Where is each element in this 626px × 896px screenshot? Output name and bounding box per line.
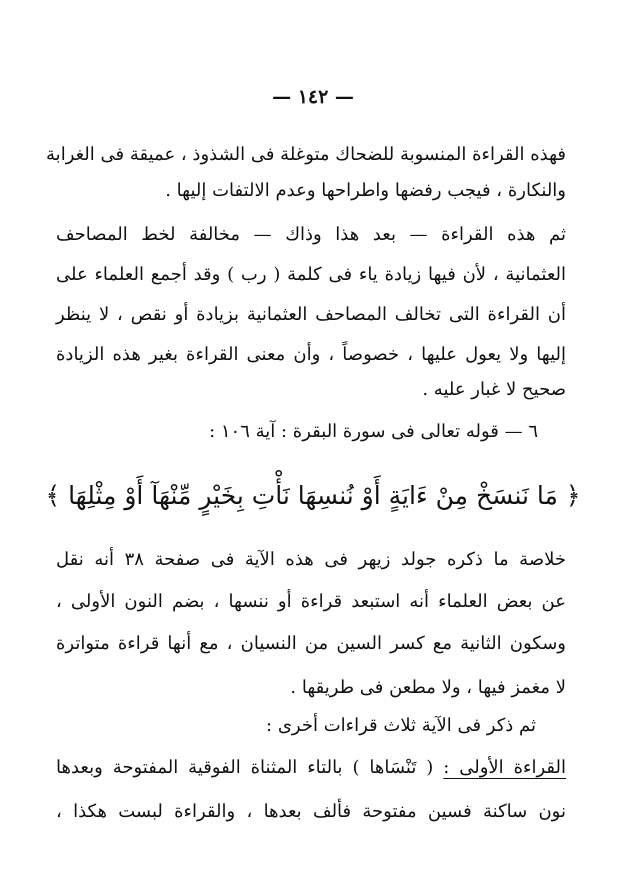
text-line: ثم ذكر فى الآية ثلاث قراءات أخرى : xyxy=(266,715,536,736)
text-line: أن القراءة التى تخالف المصاحف العثمانية بزيادة أو نقص ، لا ينظر xyxy=(56,304,566,325)
section-heading: ٦ — قوله تعالى فى سورة البقرة : آية ١٠٦ : xyxy=(209,421,538,442)
text-line: خلاصة ما ذكره جولد زيهر فى هذه الآية فى صفحة ٣٨ أنه نقل xyxy=(56,549,566,570)
text-line: العثمانية ، لأن فيها زيادة ياء فى كلمة ( رب ) وقد أجمع العلماء على xyxy=(56,264,566,285)
first-reading-label: القراءة الأولى : xyxy=(443,757,566,778)
text-line: صحيح لا غبار عليه . xyxy=(422,379,566,400)
first-reading-text: ( تَنْسَاها ) بالتاء المثناة الفوقية المفتوحة وبعدها xyxy=(56,757,434,778)
first-reading-line xyxy=(56,756,566,780)
text-line: والنكارة ، فيجب رفضها واطراحها وعدم الالتفات إليها . xyxy=(165,180,566,201)
text-line: عن بعض العلماء أنه استبعد قراءة أو ننسها ، بضم النون الأولى ، xyxy=(56,591,566,612)
text-line: إليها ولا يعول عليها ، خصوصاً ، وأن معنى القراءة بغير هذه الزيادة xyxy=(56,344,566,365)
text-line: فهذه القراءة المنسوبة للضحاك متوغلة فى الشذوذ ، عميقة فى الغرابة xyxy=(46,144,566,165)
quran-verse: ﴿ مَا نَنسَخْ مِنْ ءَايَةٍ أَوْ نُنسِهَا نَأْتِ بِخَيْرٍ مِّنْهَآ أَوْ مِثْلِهَا ﴾ xyxy=(45,481,581,510)
page-number: — ١٤٢ — xyxy=(272,86,354,108)
text-line: لا مغمز فيها ، ولا مطعن فى طريقها . xyxy=(290,677,566,698)
text-line: ثم هذه القراءة — بعد هذا وذاك — مخالفة لخط المصاحف xyxy=(56,224,566,245)
text-line: نون ساكنة فسين مفتوحة فألف بعدها ، والقراءة لبست هكذا ، xyxy=(56,801,566,822)
text-line: وسكون الثانية مع كسر السين من النسيان ، مع أنها قراءة متواترة xyxy=(56,633,566,654)
